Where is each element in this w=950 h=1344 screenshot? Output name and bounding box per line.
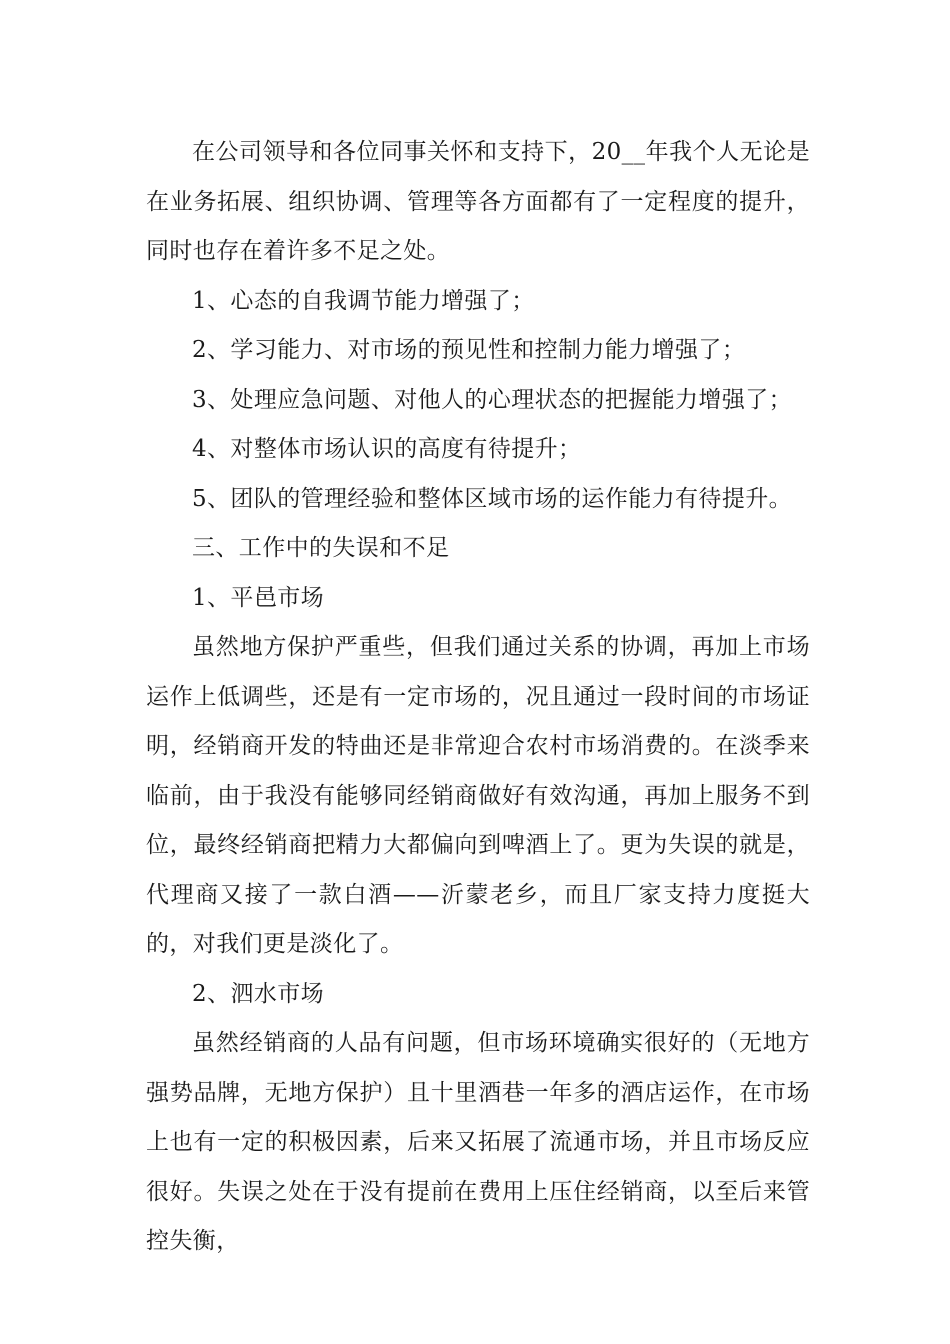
subsection-heading: 1、平邑市场 [192,584,325,611]
body-paragraph: 虽然经销商的人品有问题，但市场环境确实很好的（无地方强势品牌，无地方保护）且十里酒巷一年多的酒店运作，在市场上也有一定的积极因素，后来又拓展了流通市场，并且市场反应很好。失误之处在于没有提前在费用上压住经销商，以至后来管控失衡， [146,1030,810,1254]
intro-paragraph: 在公司领导和各位同事关怀和支持下，20__年我个人无论是在业务拓展、组织协调、管理等各方面都有了一定程度的提升，同时也存在着许多不足之处。 [146,139,810,264]
list-item: 1、心态的自我调节能力增强了； [192,287,535,314]
document-body [146,128,810,1267]
section-heading: 三、工作中的失误和不足 [192,535,450,561]
body-paragraph: 虽然地方保护严重些，但我们通过关系的协调，再加上市场运作上低调些，还是有一定市场的，况且通过一段时间的市场证明，经销商开发的特曲还是非常迎合农村市场消费的。在淡季来临前，由于我没有能够同经销商做好有效沟通，再加上服务不到位，最终经销商把精力大都偏向到啤酒上了。更为失误的就是，代理商又接了一款白酒——沂蒙老乡，而且厂家支持力度挺大的，对我们更是淡化了。 [146,634,810,957]
list-item: 2、学习能力、对市场的预见性和控制力能力增强了； [192,337,746,363]
subsection-heading: 2、泗水市场 [192,980,325,1007]
list-item: 3、处理应急问题、对他人的心理状态的把握能力增强了； [192,386,793,413]
list-item: 4、对整体市场认识的高度有待提升； [192,436,582,462]
list-item: 5、团队的管理经验和整体区域市场的运作能力有待提升。 [192,485,793,512]
